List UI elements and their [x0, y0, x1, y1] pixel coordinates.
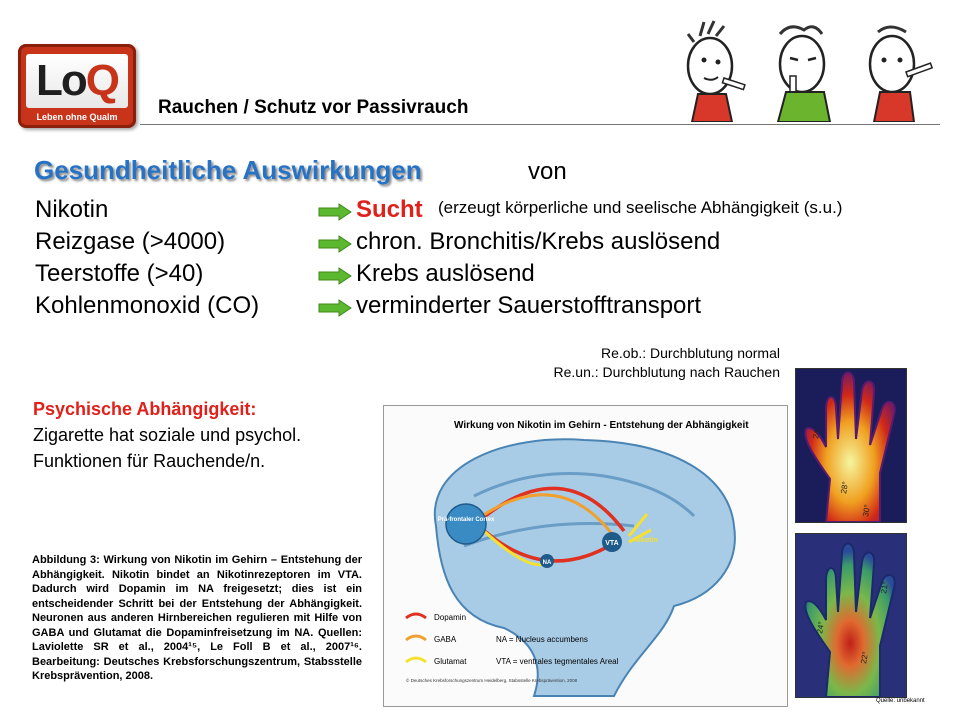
smoker-3-icon: [870, 27, 932, 122]
legend-dopamin: Dopamin: [434, 613, 467, 622]
substance-teerstoffe: Teerstoffe (>40): [35, 260, 204, 287]
logo-subtitle: Leben ohne Qualm: [36, 112, 118, 122]
brain-credit: © Deutsches Krebsforschungszentrum Heidelberg, Stabsstelle Krebsprävention, 2008: [406, 678, 578, 683]
smokers-illustration: [680, 18, 942, 122]
psych-block: [33, 396, 333, 474]
legend-glutamat: Glutamat: [434, 657, 467, 666]
caption-normal: Re.ob.: Durchblutung normal: [601, 345, 780, 361]
thermo-bottom-temp-3: 21°: [879, 580, 891, 595]
na-label: NA: [542, 560, 552, 566]
thermo-bottom-temp-2: 22°: [859, 650, 871, 665]
substance-reizgase: Reizgase (>4000): [35, 228, 226, 255]
thermo-credit: Quelle: unbekannt: [876, 698, 925, 704]
vta-label: VTA: [605, 540, 619, 547]
arrow-right-icon: [318, 299, 352, 317]
arrow-right-icon: [318, 235, 352, 253]
brain-figure: [383, 405, 788, 707]
cortex-node: [446, 504, 486, 544]
substance-nikotin: Nikotin: [35, 196, 109, 223]
hand-normal-icon: [796, 369, 906, 522]
hand-smoking-icon: [796, 534, 906, 697]
caption-smoking: Re.un.: Durchblutung nach Rauchen: [553, 364, 780, 380]
abbr-na: NA = Nucleus accumbens: [496, 635, 588, 644]
brain-diagram: [384, 406, 787, 706]
effect-sauerstoff: verminderter Sauerstofftransport: [356, 292, 702, 319]
sucht-note: (erzeugt körperliche und seelische Abhängigkeit (s.u.): [438, 198, 843, 217]
heading-von: von: [528, 158, 567, 185]
section-heading: Gesundheitliche Auswirkungen: [34, 155, 422, 185]
psych-body: Zigarette hat soziale und psychol. Funktionen für Rauchende/n.: [33, 425, 302, 471]
thermo-smoking-image: [795, 533, 907, 698]
legend-gaba: GABA: [434, 635, 457, 644]
thermo-top-temp-3: 30°: [861, 503, 873, 518]
logo-wordmark: LoQ: [36, 56, 118, 105]
psych-title: Psychische Abhängigkeit:: [33, 399, 257, 419]
arrow-right-icon: [318, 267, 352, 285]
nikotin-label: Nikotin: [634, 537, 658, 544]
effect-bronchitis: chron. Bronchitis/Krebs auslösend: [356, 228, 721, 255]
effect-krebs: Krebs auslösend: [356, 260, 535, 287]
cortex-label: Prä-frontaler Cortex: [437, 517, 495, 523]
thermo-top-temp-2: 28°: [839, 480, 851, 495]
arrow-right-icon: [318, 203, 352, 221]
abbr-vta: VTA = ventrales tegmentales Areal: [496, 657, 619, 666]
substance-kohlenmonoxid: Kohlenmonoxid (CO): [35, 292, 260, 319]
smoker-1-icon: [688, 21, 745, 122]
logo-panel: [26, 54, 128, 108]
thermo-normal-image: [795, 368, 907, 523]
thermo-top-temp-1: 24°: [811, 425, 823, 440]
header-divider: [140, 124, 940, 125]
figure-caption: Abbildung 3: Wirkung von Nikotin im Gehirn – Entstehung der Abhängigkeit. Nikotin bindet an Nikotinrezeptoren im VTA. Dadurch wird Dopamin im NA freigesetzt; dies ist ein entscheidender Schritt bei der Entstehung der Abhängigkeit. Neuronen aus anderen Hirnbereichen regulieren mit Hilfe von GABA und Glutamat die Dopaminfreisetzung im NA. Quellen: Laviolette SR et al., 2004¹⁵, Le Foll B et al., 2007¹⁶. Bearbeitung: Deutsches Krebsforschungszentrum, Stabsstelle Krebsprävention, 2008.: [32, 554, 362, 682]
brain-title: Wirkung von Nikotin im Gehirn - Entstehung der Abhängigkeit: [454, 420, 749, 431]
smoker-2-icon: [778, 27, 830, 122]
effect-sucht: Sucht: [356, 196, 423, 223]
thermo-bottom-temp-1: 24°: [815, 620, 827, 635]
loq-logo: [18, 44, 136, 128]
page-title: Rauchen / Schutz vor Passivrauch: [158, 97, 469, 118]
